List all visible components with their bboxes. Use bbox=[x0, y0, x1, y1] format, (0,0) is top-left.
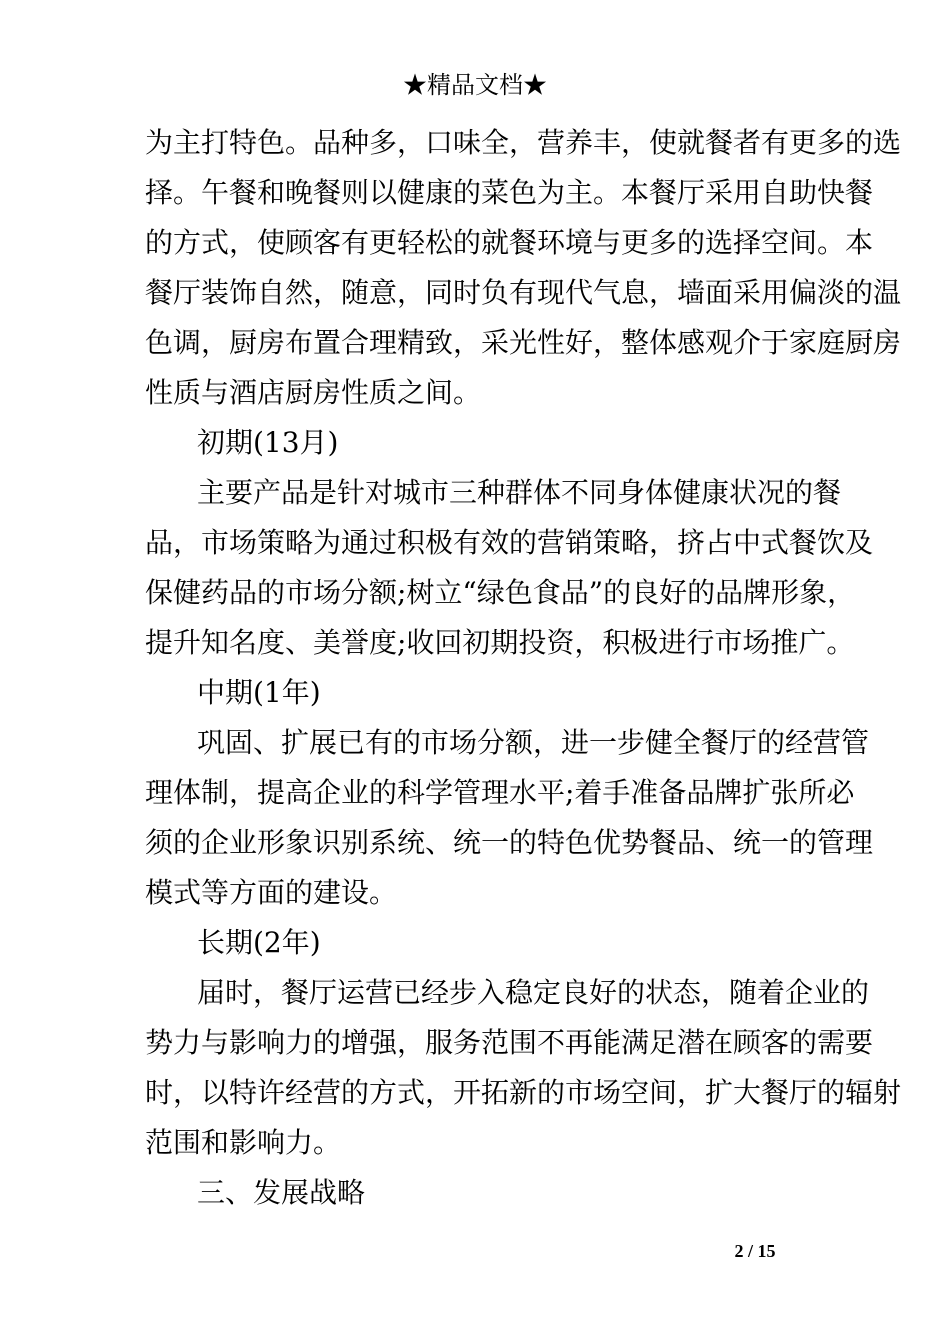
text-line: 初期(13月) bbox=[197, 426, 339, 459]
text-line: 理体制，提高企业的科学管理水平;着手准备品牌扩张所必 bbox=[145, 776, 855, 809]
document-header-title: ★精品文档★ bbox=[403, 71, 547, 99]
page-number: 2 / 15 bbox=[734, 1241, 776, 1261]
text-line: 模式等方面的建设。 bbox=[145, 876, 398, 909]
text-line: 主要产品是针对城市三种群体不同身体健康状况的餐 bbox=[197, 476, 842, 509]
text-line: 三、发展战略 bbox=[197, 1176, 366, 1209]
text-line: 性质与酒店厨房性质之间。 bbox=[145, 376, 482, 409]
text-line: 品，市场策略为通过积极有效的营销策略，挤占中式餐饮及 bbox=[145, 526, 874, 559]
text-line: 保健药品的市场分额;树立“绿色食品”的良好的品牌形象， bbox=[145, 576, 856, 609]
text-line: 势力与影响力的增强，服务范围不再能满足潜在顾客的需要 bbox=[145, 1026, 874, 1059]
text-line: 择。午餐和晚餐则以健康的菜色为主。本餐厅采用自助快餐 bbox=[145, 176, 874, 209]
text-line: 的方式，使顾客有更轻松的就餐环境与更多的选择空间。本 bbox=[145, 226, 874, 259]
text-line: 中期(1年) bbox=[197, 676, 321, 709]
text-line: 时，以特许经营的方式，开拓新的市场空间，扩大餐厅的辐射 bbox=[145, 1076, 902, 1109]
text-line: 色调，厨房布置合理精致，采光性好，整体感观介于家庭厨房 bbox=[145, 326, 902, 359]
text-line: 长期(2年) bbox=[197, 926, 321, 959]
text-line: 范围和影响力。 bbox=[145, 1126, 342, 1159]
text-line: 餐厅装饰自然，随意，同时负有现代气息，墙面采用偏淡的温 bbox=[145, 276, 902, 309]
text-line: 须的企业形象识别系统、统一的特色优势餐品、统一的管理 bbox=[145, 826, 874, 859]
text-line: 为主打特色。品种多，口味全，营养丰，使就餐者有更多的选 bbox=[145, 126, 902, 159]
text-line: 提升知名度、美誉度;收回初期投资，积极进行市场推广。 bbox=[145, 626, 855, 659]
text-line: 巩固、扩展已有的市场分额，进一步健全餐厅的经营管 bbox=[197, 726, 870, 759]
text-line: 届时，餐厅运营已经步入稳定良好的状态，随着企业的 bbox=[197, 976, 870, 1009]
